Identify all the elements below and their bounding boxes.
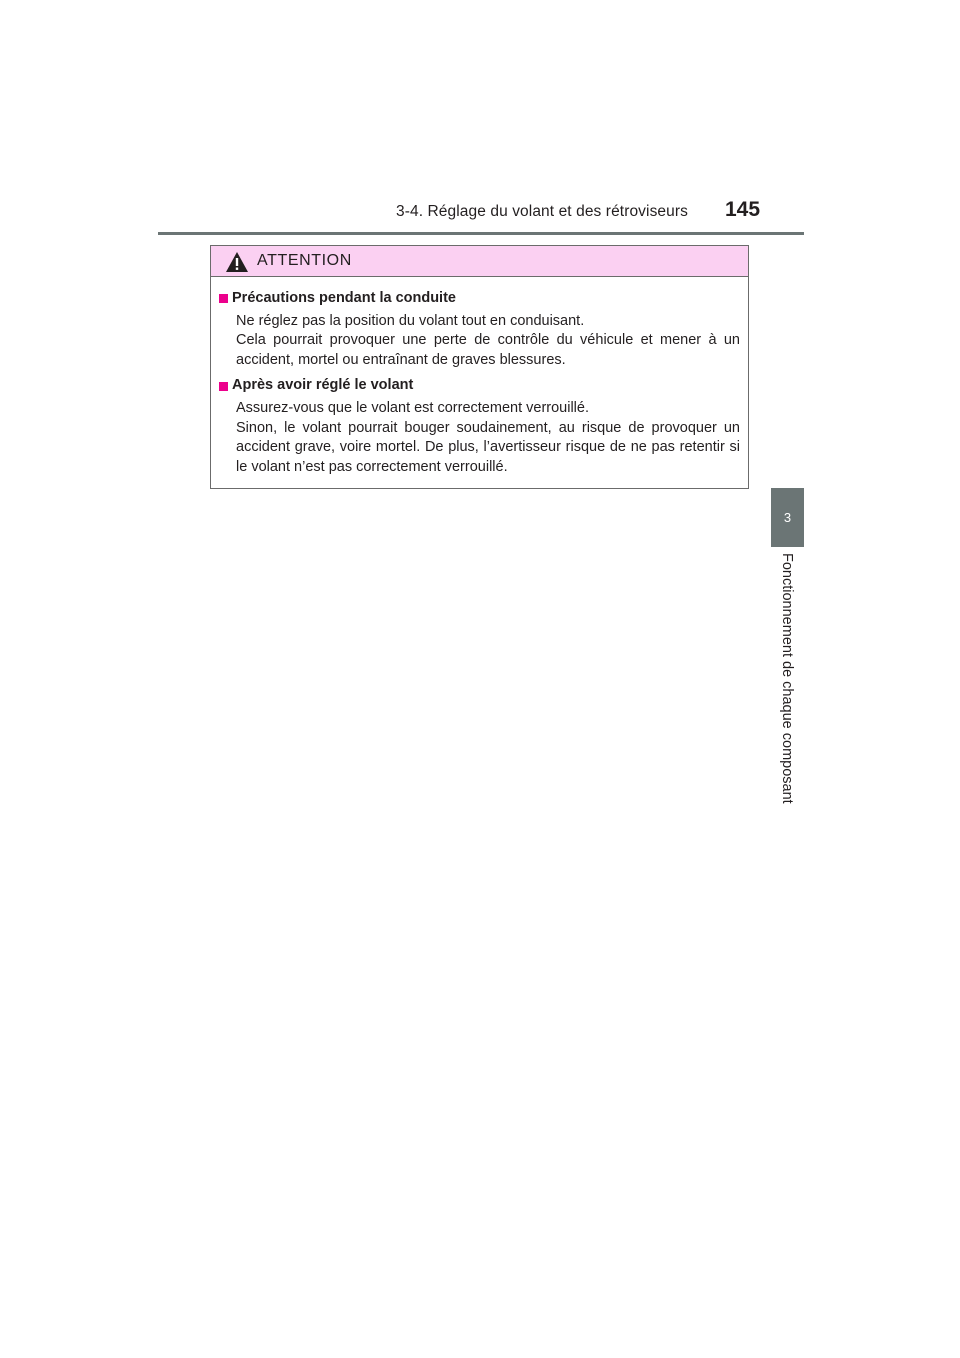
warning-title: ATTENTION bbox=[257, 252, 352, 269]
warning-paragraph: Assurez-vous que le volant est correctement verrouillé. bbox=[236, 399, 589, 416]
warning-item-heading bbox=[217, 376, 740, 396]
header-divider bbox=[158, 232, 804, 235]
chapter-number: 3 bbox=[783, 510, 792, 525]
square-bullet-icon bbox=[219, 294, 228, 303]
warning-body bbox=[211, 277, 748, 477]
page-number: 145 bbox=[725, 198, 761, 221]
warning-triangle-icon bbox=[225, 251, 249, 273]
warning-item-heading bbox=[217, 289, 740, 309]
square-bullet-icon bbox=[219, 382, 228, 391]
warning-paragraph: Ne réglez pas la position du volant tout en conduisant. bbox=[236, 312, 585, 329]
warning-box bbox=[210, 245, 749, 489]
heading-text: Précautions pendant la conduite bbox=[232, 290, 456, 306]
heading-text: Après avoir réglé le volant bbox=[232, 377, 414, 394]
warning-paragraph: Cela pourrait provoquer une perte de contrôle du véhicule et mener à un accident, mortel ou entraînant de graves blessures. bbox=[236, 332, 740, 368]
chapter-tab[interactable] bbox=[771, 488, 804, 547]
section-title: 3-4. Réglage du volant et des rétroviseurs bbox=[396, 203, 688, 220]
chapter-title: Fonctionnement de chaque composant bbox=[779, 553, 795, 804]
warning-header bbox=[211, 246, 748, 277]
warning-paragraph: Sinon, le volant pourrait bouger soudainement, au risque de provoquer un accident grave, voire mortel. De plus, l’avertisseur risque de ne pas retentir si le volant n’est pas correctement verrouillé. bbox=[236, 419, 740, 475]
